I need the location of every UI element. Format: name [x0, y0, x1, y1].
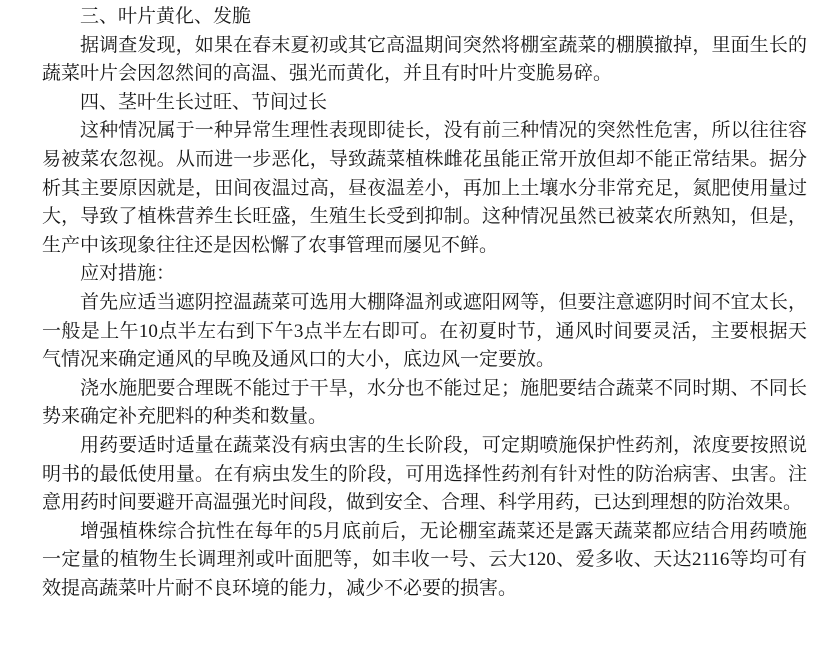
paragraph-watering-fertilizing: 浇水施肥要合理既不能过于干旱，水分也不能过足；施肥要结合蔬菜不同时期、不同长势来确定补充肥料的种类和数量。 [42, 377, 807, 428]
section-heading-leaf-yellowing: 三、叶片黄化、发脆 [80, 6, 252, 27]
paragraph-plant-resistance: 增强植株综合抗性在每年的5月底前后，无论棚室蔬菜还是露天蔬菜都应结合用药喷施一定量的植物生长调理剂或叶面肥等，如丰收一号、云大120、爱多收、天达2116等均可有效提高蔬菜叶片耐不良环境的能力，减少不必要的损害。 [42, 520, 807, 599]
section-heading-overgrowth: 四、茎叶生长过旺、节间过长 [80, 91, 328, 113]
paragraph-shading-ventilation: 首先应适当遮阴控温蔬菜可选用大棚降温剂或遮阳网等，但要注意遮阴时间不宜太长，一般是上午10点半左右到下午3点半左右即可。在初夏时节，通风时间要灵活，主要根据天气情况来确定通风的早晚及通风口的大小，底边风一定要放。 [42, 291, 807, 371]
subheading-countermeasures: 应对措施： [80, 263, 176, 285]
paragraph-overgrowth-body: 这种情况属于一种异常生理性表现即徒长，没有前三种情况的突然性危害，所以往往容易被菜农忽视。从而进一步恶化，导致蔬菜植株雌花虽能正常开放但却不能正常结果。据分析其主要原因就是，田间夜温过高，昼夜温差小，再加上土壤水分非常充足，氮肥使用量过大，导致了植株营养生长旺盛，生殖生长受到抑制。这种情况虽然已被菜农所熟知，但是，生产中该现象往往还是因松懈了农事管理而屡见不鲜。 [42, 120, 807, 256]
paragraph-leaf-yellowing-body: 据调查发现，如果在春末夏初或其它高温期间突然将棚室蔬菜的棚膜撤掉，里面生长的蔬菜叶片会因忽然间的高温、强光而黄化，并且有时叶片变脆易碎。 [42, 34, 807, 85]
paragraph-pesticide-use: 用药要适时适量在蔬菜没有病虫害的生长阶段，可定期喷施保护性药剂，浓度要按照说明书的最低使用量。在有病虫发生的阶段，可用选择性药剂有针对性的防治病害、虫害。注意用药时间要避开高温强光时间段，做到安全、合理、科学用药，已达到理想的防治效果。 [42, 434, 807, 514]
